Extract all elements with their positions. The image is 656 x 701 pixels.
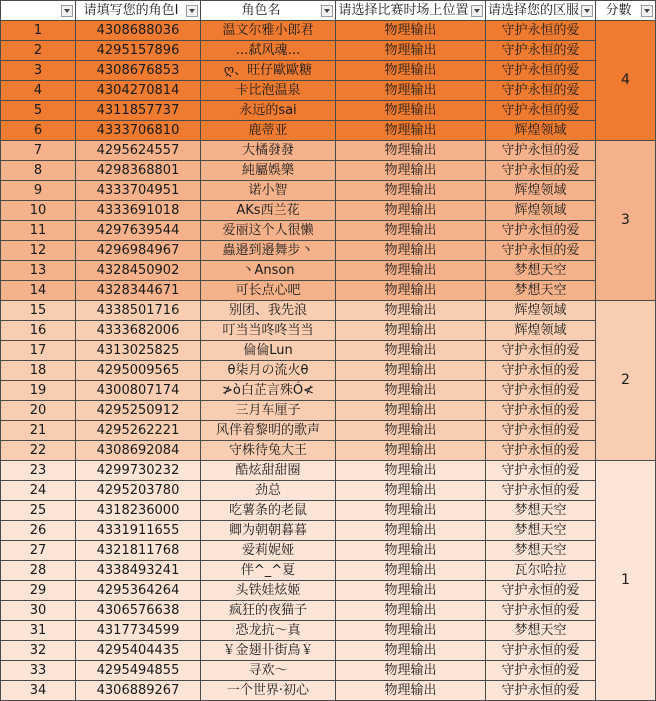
- cell-role-name[interactable]: ღ、旺仔歐歐糖: [201, 61, 336, 81]
- cell-role-name[interactable]: 劲总: [201, 481, 336, 501]
- cell-position[interactable]: 物理输出: [336, 181, 486, 201]
- filter-dropdown-icon[interactable]: [61, 5, 73, 17]
- cell-role-id[interactable]: 4338501716: [76, 301, 201, 321]
- table-row[interactable]: [1, 381, 656, 401]
- cell-position[interactable]: 物理输出: [336, 301, 486, 321]
- cell-server[interactable]: 守护永恒的爱: [486, 361, 596, 381]
- cell-role-id[interactable]: 4295009565: [76, 361, 201, 381]
- cell-role-name[interactable]: 守株待兔大王: [201, 441, 336, 461]
- cell-position[interactable]: 物理输出: [336, 601, 486, 621]
- cell-server[interactable]: 守护永恒的爱: [486, 21, 596, 41]
- table-row[interactable]: [1, 141, 656, 161]
- cell-position[interactable]: 物理输出: [336, 161, 486, 181]
- cell-server[interactable]: 守护永恒的爱: [486, 81, 596, 101]
- cell-role-name[interactable]: 风伴着黎明的歌声: [201, 421, 336, 441]
- cell-server[interactable]: 守护永恒的爱: [486, 161, 596, 181]
- filter-dropdown-icon[interactable]: [581, 5, 593, 17]
- cell-position[interactable]: 物理输出: [336, 241, 486, 261]
- cell-server[interactable]: 守护永恒的爱: [486, 101, 596, 121]
- table-row[interactable]: [1, 201, 656, 221]
- cell-index[interactable]: 33: [1, 661, 76, 681]
- cell-role-id[interactable]: 4295262221: [76, 421, 201, 441]
- cell-role-name[interactable]: 酷炫甜甜圈: [201, 461, 336, 481]
- cell-score[interactable]: 2: [596, 301, 656, 461]
- cell-server[interactable]: 瓦尔哈拉: [486, 561, 596, 581]
- table-row[interactable]: [1, 241, 656, 261]
- cell-server[interactable]: 辉煌领域: [486, 201, 596, 221]
- cell-position[interactable]: 物理输出: [336, 141, 486, 161]
- cell-role-id[interactable]: 4328450902: [76, 261, 201, 281]
- table-row[interactable]: [1, 401, 656, 421]
- cell-role-id[interactable]: 4297639544: [76, 221, 201, 241]
- cell-position[interactable]: 物理输出: [336, 201, 486, 221]
- cell-role-name[interactable]: 疯狂的夜猫子: [201, 601, 336, 621]
- cell-role-id[interactable]: 4300807174: [76, 381, 201, 401]
- cell-score[interactable]: 3: [596, 141, 656, 301]
- cell-index[interactable]: 18: [1, 361, 76, 381]
- cell-server[interactable]: 辉煌领域: [486, 121, 596, 141]
- cell-role-id[interactable]: 4304270814: [76, 81, 201, 101]
- cell-role-id[interactable]: 4296984967: [76, 241, 201, 261]
- cell-role-id[interactable]: 4308676853: [76, 61, 201, 81]
- cell-role-name[interactable]: 鹿蒂亚: [201, 121, 336, 141]
- cell-index[interactable]: 16: [1, 321, 76, 341]
- cell-index[interactable]: 28: [1, 561, 76, 581]
- cell-server[interactable]: 守护永恒的爱: [486, 421, 596, 441]
- cell-role-id[interactable]: 4318236000: [76, 501, 201, 521]
- cell-role-name[interactable]: 大橘發發: [201, 141, 336, 161]
- cell-server[interactable]: 梦想天空: [486, 501, 596, 521]
- cell-role-name[interactable]: 永远的sai: [201, 101, 336, 121]
- cell-server[interactable]: 守护永恒的爱: [486, 581, 596, 601]
- table-row[interactable]: [1, 421, 656, 441]
- col-header-position[interactable]: 请选择比赛时场上位置: [336, 1, 486, 21]
- table-row[interactable]: [1, 621, 656, 641]
- cell-role-name[interactable]: 爱丽这个人很懒: [201, 221, 336, 241]
- table-row[interactable]: [1, 301, 656, 321]
- cell-position[interactable]: 物理输出: [336, 541, 486, 561]
- col-header-role-id[interactable]: 请填写您的角色I: [76, 1, 201, 21]
- cell-index[interactable]: 11: [1, 221, 76, 241]
- cell-index[interactable]: 34: [1, 681, 76, 701]
- cell-server[interactable]: 梦想天空: [486, 261, 596, 281]
- cell-server[interactable]: 守护永恒的爱: [486, 141, 596, 161]
- cell-server[interactable]: 梦想天空: [486, 621, 596, 641]
- cell-index[interactable]: 14: [1, 281, 76, 301]
- cell-server[interactable]: 守护永恒的爱: [486, 41, 596, 61]
- cell-index[interactable]: 3: [1, 61, 76, 81]
- cell-position[interactable]: 物理输出: [336, 341, 486, 361]
- cell-position[interactable]: 物理输出: [336, 41, 486, 61]
- cell-role-name[interactable]: 三月车厘子: [201, 401, 336, 421]
- cell-role-id[interactable]: 4317734599: [76, 621, 201, 641]
- cell-index[interactable]: 20: [1, 401, 76, 421]
- table-row[interactable]: [1, 441, 656, 461]
- cell-score[interactable]: 4: [596, 21, 656, 141]
- cell-role-name[interactable]: 头铁娃炫姬: [201, 581, 336, 601]
- cell-role-id[interactable]: 4328344671: [76, 281, 201, 301]
- cell-role-name[interactable]: 純屬娛樂: [201, 161, 336, 181]
- cell-index[interactable]: 17: [1, 341, 76, 361]
- col-header-score[interactable]: 分數: [596, 1, 656, 21]
- cell-index[interactable]: 21: [1, 421, 76, 441]
- cell-server[interactable]: 守护永恒的爱: [486, 601, 596, 621]
- cell-role-id[interactable]: 4295203780: [76, 481, 201, 501]
- cell-role-id[interactable]: 4298368801: [76, 161, 201, 181]
- cell-role-name[interactable]: θ柒月の流火θ: [201, 361, 336, 381]
- cell-role-name[interactable]: 吃薯条的老鼠: [201, 501, 336, 521]
- cell-role-name[interactable]: 一个世界·初心: [201, 681, 336, 701]
- cell-position[interactable]: 物理输出: [336, 101, 486, 121]
- table-row[interactable]: [1, 41, 656, 61]
- cell-role-id[interactable]: 4306889267: [76, 681, 201, 701]
- cell-server[interactable]: 守护永恒的爱: [486, 221, 596, 241]
- cell-server[interactable]: 守护永恒的爱: [486, 61, 596, 81]
- cell-role-id[interactable]: 4295250912: [76, 401, 201, 421]
- cell-role-name[interactable]: 伴^_^夏: [201, 561, 336, 581]
- col-header-role-name[interactable]: 角色名: [201, 1, 336, 21]
- col-header-server[interactable]: 请选择您的区服: [486, 1, 596, 21]
- table-row[interactable]: [1, 161, 656, 181]
- cell-index[interactable]: 27: [1, 541, 76, 561]
- table-row[interactable]: [1, 61, 656, 81]
- cell-position[interactable]: 物理输出: [336, 281, 486, 301]
- cell-position[interactable]: 物理输出: [336, 81, 486, 101]
- cell-position[interactable]: 物理输出: [336, 681, 486, 701]
- cell-position[interactable]: 物理输出: [336, 501, 486, 521]
- cell-server[interactable]: 守护永恒的爱: [486, 341, 596, 361]
- cell-role-id[interactable]: 4331911655: [76, 521, 201, 541]
- cell-server[interactable]: 守护永恒的爱: [486, 661, 596, 681]
- cell-server[interactable]: 梦想天空: [486, 521, 596, 541]
- cell-role-name[interactable]: 爱莉妮娅: [201, 541, 336, 561]
- cell-role-name[interactable]: 恐龙抗～真: [201, 621, 336, 641]
- cell-position[interactable]: 物理输出: [336, 401, 486, 421]
- table-row[interactable]: [1, 81, 656, 101]
- cell-role-id[interactable]: 4295494855: [76, 661, 201, 681]
- cell-index[interactable]: 8: [1, 161, 76, 181]
- cell-position[interactable]: 物理输出: [336, 521, 486, 541]
- cell-server[interactable]: 辉煌领域: [486, 301, 596, 321]
- cell-server[interactable]: 守护永恒的爱: [486, 461, 596, 481]
- table-row[interactable]: [1, 481, 656, 501]
- cell-position[interactable]: 物理输出: [336, 561, 486, 581]
- cell-role-id[interactable]: 4321811768: [76, 541, 201, 561]
- cell-position[interactable]: 物理输出: [336, 61, 486, 81]
- cell-role-name[interactable]: 倫倫Lun: [201, 341, 336, 361]
- cell-role-id[interactable]: 4295624557: [76, 141, 201, 161]
- cell-position[interactable]: 物理输出: [336, 361, 486, 381]
- table-row[interactable]: [1, 21, 656, 41]
- cell-index[interactable]: 32: [1, 641, 76, 661]
- cell-position[interactable]: 物理输出: [336, 221, 486, 241]
- cell-role-id[interactable]: 4333682006: [76, 321, 201, 341]
- cell-role-id[interactable]: 4299730232: [76, 461, 201, 481]
- filter-dropdown-icon[interactable]: [321, 5, 333, 17]
- table-row[interactable]: [1, 281, 656, 301]
- table-row[interactable]: [1, 641, 656, 661]
- cell-server[interactable]: 辉煌领域: [486, 321, 596, 341]
- cell-role-id[interactable]: 4306576638: [76, 601, 201, 621]
- cell-index[interactable]: 2: [1, 41, 76, 61]
- cell-role-name[interactable]: 别团、我先浪: [201, 301, 336, 321]
- table-row[interactable]: [1, 461, 656, 481]
- cell-position[interactable]: 物理输出: [336, 581, 486, 601]
- cell-role-name[interactable]: AKs西兰花: [201, 201, 336, 221]
- cell-position[interactable]: 物理输出: [336, 481, 486, 501]
- cell-server[interactable]: 辉煌领域: [486, 181, 596, 201]
- cell-index[interactable]: 26: [1, 521, 76, 541]
- cell-position[interactable]: 物理输出: [336, 21, 486, 41]
- cell-position[interactable]: 物理输出: [336, 321, 486, 341]
- table-row[interactable]: [1, 261, 656, 281]
- cell-position[interactable]: 物理输出: [336, 461, 486, 481]
- cell-position[interactable]: 物理输出: [336, 661, 486, 681]
- table-row[interactable]: [1, 321, 656, 341]
- table-row[interactable]: [1, 561, 656, 581]
- cell-index[interactable]: 25: [1, 501, 76, 521]
- cell-server[interactable]: 守护永恒的爱: [486, 241, 596, 261]
- cell-index[interactable]: 12: [1, 241, 76, 261]
- cell-index[interactable]: 22: [1, 441, 76, 461]
- cell-server[interactable]: 梦想天空: [486, 281, 596, 301]
- table-row[interactable]: [1, 581, 656, 601]
- cell-role-name[interactable]: 卡比泡温泉: [201, 81, 336, 101]
- table-row[interactable]: [1, 501, 656, 521]
- cell-score[interactable]: 1: [596, 461, 656, 701]
- cell-role-id[interactable]: 4333706810: [76, 121, 201, 141]
- cell-role-name[interactable]: 丶Anson: [201, 261, 336, 281]
- cell-index[interactable]: 31: [1, 621, 76, 641]
- cell-role-name[interactable]: 寻欢～: [201, 661, 336, 681]
- cell-role-name[interactable]: …弑风魂…: [201, 41, 336, 61]
- cell-server[interactable]: 守护永恒的爱: [486, 381, 596, 401]
- table-row[interactable]: [1, 541, 656, 561]
- cell-index[interactable]: 30: [1, 601, 76, 621]
- cell-server[interactable]: 梦想天空: [486, 541, 596, 561]
- cell-role-id[interactable]: 4308692084: [76, 441, 201, 461]
- table-row[interactable]: [1, 601, 656, 621]
- cell-role-name[interactable]: ≯ò白芷言殊Ó≮: [201, 381, 336, 401]
- cell-role-name[interactable]: 蟲邉到邉舞步丶: [201, 241, 336, 261]
- cell-position[interactable]: 物理输出: [336, 381, 486, 401]
- cell-index[interactable]: 7: [1, 141, 76, 161]
- table-row[interactable]: [1, 221, 656, 241]
- cell-role-id[interactable]: 4313025825: [76, 341, 201, 361]
- cell-position[interactable]: 物理输出: [336, 641, 486, 661]
- cell-role-name[interactable]: ￥金翅卝街鳥￥: [201, 641, 336, 661]
- table-row[interactable]: [1, 181, 656, 201]
- cell-server[interactable]: 守护永恒的爱: [486, 641, 596, 661]
- cell-role-id[interactable]: 4338493241: [76, 561, 201, 581]
- filter-dropdown-icon[interactable]: [641, 5, 653, 17]
- cell-role-id[interactable]: 4308688036: [76, 21, 201, 41]
- cell-role-id[interactable]: 4311857737: [76, 101, 201, 121]
- cell-position[interactable]: 物理输出: [336, 261, 486, 281]
- cell-server[interactable]: 守护永恒的爱: [486, 401, 596, 421]
- table-row[interactable]: [1, 661, 656, 681]
- cell-index[interactable]: 19: [1, 381, 76, 401]
- cell-index[interactable]: 4: [1, 81, 76, 101]
- cell-index[interactable]: 10: [1, 201, 76, 221]
- cell-role-name[interactable]: 可长点心吧: [201, 281, 336, 301]
- cell-role-name[interactable]: 温文尔雅小郎君: [201, 21, 336, 41]
- table-row[interactable]: [1, 341, 656, 361]
- cell-position[interactable]: 物理输出: [336, 441, 486, 461]
- cell-index[interactable]: 5: [1, 101, 76, 121]
- cell-index[interactable]: 1: [1, 21, 76, 41]
- cell-role-name[interactable]: 卿为朝朝暮暮: [201, 521, 336, 541]
- cell-role-id[interactable]: 4333704951: [76, 181, 201, 201]
- table-row[interactable]: [1, 521, 656, 541]
- cell-index[interactable]: 15: [1, 301, 76, 321]
- cell-role-id[interactable]: 4295364264: [76, 581, 201, 601]
- table-row[interactable]: [1, 361, 656, 381]
- cell-server[interactable]: 守护永恒的爱: [486, 681, 596, 701]
- cell-server[interactable]: 守护永恒的爱: [486, 481, 596, 501]
- cell-index[interactable]: 29: [1, 581, 76, 601]
- filter-dropdown-icon[interactable]: [186, 5, 198, 17]
- table-row[interactable]: [1, 681, 656, 701]
- cell-role-id[interactable]: 4333691018: [76, 201, 201, 221]
- cell-index[interactable]: 24: [1, 481, 76, 501]
- filter-dropdown-icon[interactable]: [471, 5, 483, 17]
- cell-position[interactable]: 物理输出: [336, 621, 486, 641]
- cell-index[interactable]: 9: [1, 181, 76, 201]
- table-body: [1, 21, 656, 701]
- cell-position[interactable]: 物理输出: [336, 421, 486, 441]
- cell-role-name[interactable]: 叮当当咚咚当当: [201, 321, 336, 341]
- cell-position[interactable]: 物理输出: [336, 121, 486, 141]
- cell-index[interactable]: 13: [1, 261, 76, 281]
- cell-role-id[interactable]: 4295157896: [76, 41, 201, 61]
- cell-index[interactable]: 6: [1, 121, 76, 141]
- col-header-index[interactable]: [1, 1, 76, 21]
- table-row[interactable]: [1, 101, 656, 121]
- table-row[interactable]: [1, 121, 656, 141]
- header-row: [1, 1, 656, 21]
- cell-index[interactable]: 23: [1, 461, 76, 481]
- cell-role-id[interactable]: 4295404435: [76, 641, 201, 661]
- cell-role-name[interactable]: 诺小智: [201, 181, 336, 201]
- cell-server[interactable]: 守护永恒的爱: [486, 441, 596, 461]
